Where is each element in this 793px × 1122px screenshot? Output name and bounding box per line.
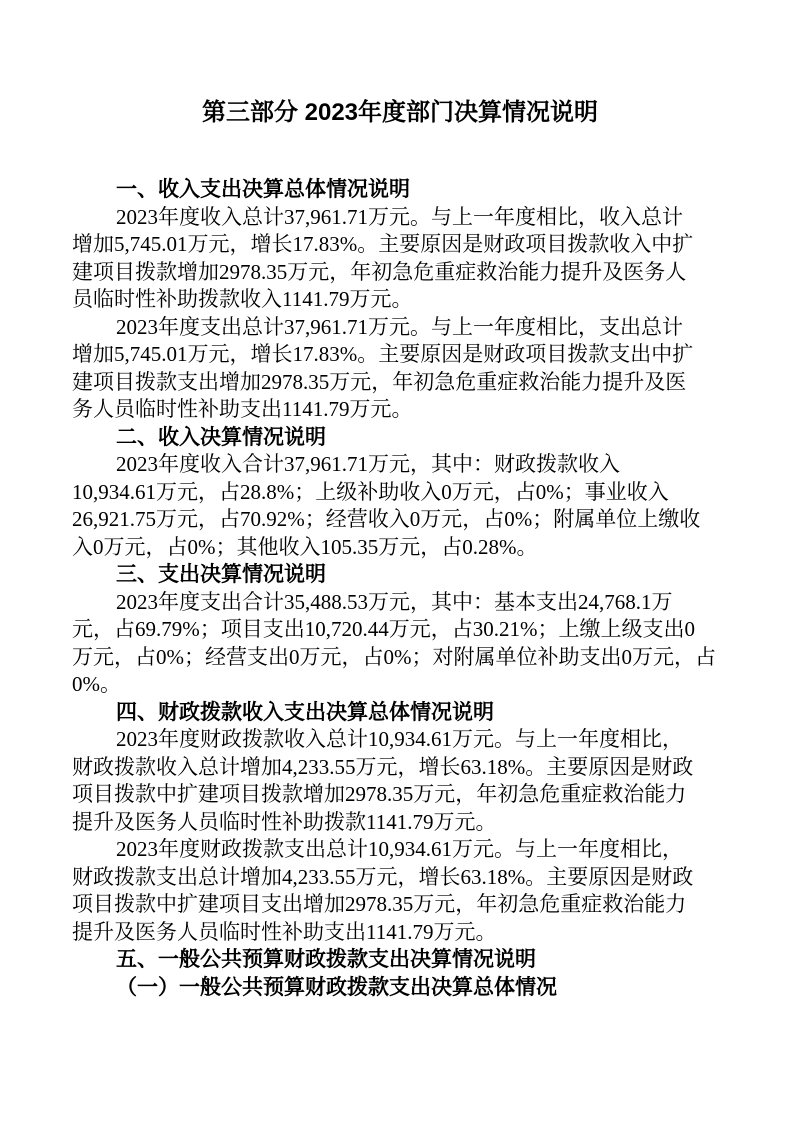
- section-heading-5: 五、一般公共预算财政拨款支出决算情况说明: [116, 948, 536, 971]
- paragraph-line: 元，占69.79%；项目支出10,720.44万元，占30.21%；上缴上级支出0: [72, 617, 695, 641]
- paragraph-line: 2023年度支出合计35,488.53万元，其中：基本支出24,768.1万: [116, 589, 673, 614]
- paragraph-line: 财政拨款支出总计增加4,233.55万元，增长63.18%。主要原因是财政: [72, 864, 694, 889]
- paragraph-line: 项目拨款中扩建项目拨款增加2978.35万元，年初急危重症救治能力: [72, 782, 687, 806]
- paragraph-line: 入0万元，占0%；其他收入105.35万元，占0.28%。: [72, 534, 538, 559]
- paragraph-line: 建项目拨款增加2978.35万元，年初急危重症救治能力提升及医务人: [72, 259, 687, 284]
- paragraph-line: 提升及医务人员临时性补助支出1141.79万元。: [72, 919, 497, 944]
- paragraph-line: 0%。: [72, 672, 121, 696]
- paragraph-line: 增加5,745.01万元，增长17.83%。主要原因是财政项目拨款支出中扩: [72, 342, 694, 366]
- paragraph-line: 26,921.75万元，占70.92%；经营收入0万元，占0%；附属单位上缴收: [72, 507, 701, 531]
- paragraph-line: 10,934.61万元，占28.8%；上级补助收入0万元，占0%；事业收入: [72, 479, 669, 504]
- paragraph-line: 增加5,745.01万元，增长17.83%。主要原因是财政项目拨款收入中扩: [72, 232, 694, 256]
- paragraph-line: 员临时性补助拨款收入1141.79万元。: [72, 287, 413, 311]
- section-heading-6: （一）一般公共预算财政拨款支出决算总体情况: [116, 975, 557, 999]
- paragraph-line: 务人员临时性补助支出1141.79万元。: [72, 397, 413, 421]
- section-heading-2: 二、收入决算情况说明: [116, 425, 326, 449]
- section-heading-1: 一、收入支出决算总体情况说明: [116, 178, 410, 201]
- paragraph-line: 项目拨款中扩建项目支出增加2978.35万元，年初急危重症救治能力: [72, 892, 687, 916]
- document-body: [72, 176, 728, 1001]
- document-title: 第三部分 2023年度部门决算情况说明: [201, 99, 599, 126]
- document-content: [72, 0, 728, 1001]
- section-heading-4: 四、财政拨款收入支出决算总体情况说明: [116, 700, 494, 724]
- paragraph-line: 2023年度财政拨款支出总计10,934.61万元。与上一年度相比，: [116, 837, 683, 861]
- paragraph-line: 财政拨款收入总计增加4,233.55万元，增长63.18%。主要原因是财政: [72, 754, 694, 779]
- paragraph-line: 提升及医务人员临时性补助拨款1141.79万元。: [72, 809, 497, 834]
- paragraph-line: 2023年度支出总计37,961.71万元。与上一年度相比，支出总计: [116, 314, 683, 339]
- section-heading-3: 三、支出决算情况说明: [116, 563, 326, 586]
- paragraph-line: 2023年度收入总计37,961.71万元。与上一年度相比，收入总计: [116, 204, 683, 229]
- paragraph-line: 建项目拨款支出增加2978.35万元，年初急危重症救治能力提升及医: [72, 369, 687, 394]
- paragraph-line: 2023年度收入合计37,961.71万元，其中：财政拨款收入: [116, 452, 620, 476]
- paragraph-line: 万元，占0%；经营支出0万元，占0%；对附属单位补助支出0万元，占: [72, 644, 716, 669]
- paragraph-line: 2023年度财政拨款收入总计10,934.61万元。与上一年度相比，: [116, 727, 683, 751]
